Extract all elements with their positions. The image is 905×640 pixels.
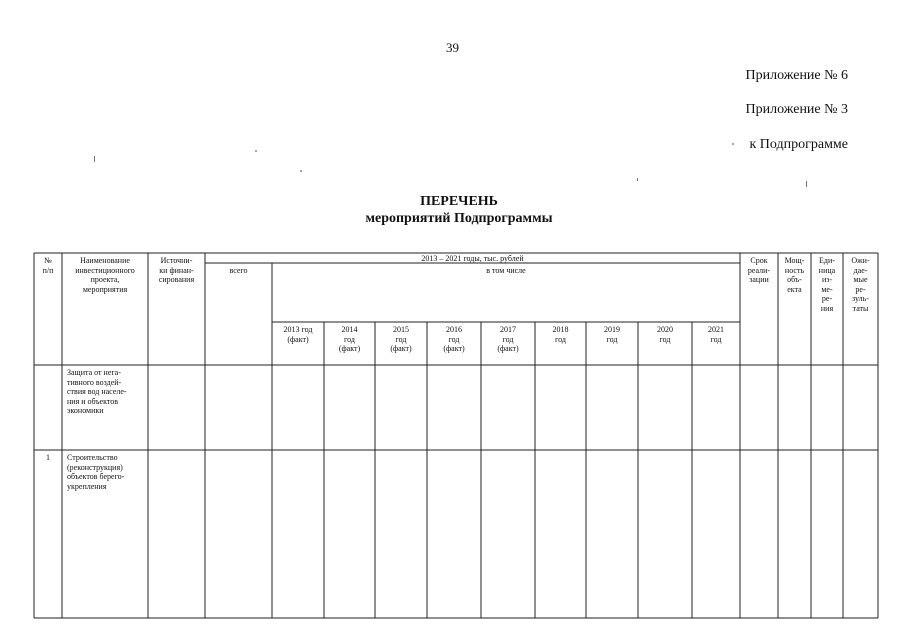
header-year-2014: 2014 год (факт) [338,325,361,353]
title-line-2: мероприятий Подпрограммы [365,211,553,226]
header-term: Срок реали- зации [747,256,771,284]
header-unit: Еди- ница из- ме- ре- ния [818,256,836,313]
header-results: Ожи- дае- мые ре- зуль- таты [851,256,870,313]
scan-speck [806,181,807,187]
row-2-num: 1 [46,453,50,462]
header-capacity: Мощ- ность объ- екта [784,256,805,294]
header-including: в том числе [486,266,526,275]
header-total: всего [229,266,248,275]
annex-line-3: к Подпрограмме [749,137,848,152]
header-source: Источни- ки финан- сирования [158,256,195,284]
scan-speck [637,178,638,181]
header-year-2018: 2018 год [552,325,569,344]
header-year-2017: 2017 год (факт) [497,325,519,353]
header-period: 2013 – 2021 годы, тыс. рублей [421,254,524,263]
page-number: 39 [446,40,459,55]
scan-speck [732,143,734,145]
row-1-name: Защита от нега- тивного воздей- ствия вод населе- ния и объектов экономики [67,368,127,415]
header-num: № п/п [42,256,54,275]
annex-line-1: Приложение № 6 [745,68,848,83]
row-2-name: Строительство (реконструкция) объектов берего- укрепления [67,453,125,491]
header-year-2020: 2020 год [657,325,673,344]
header-year-2016: 2016 год (факт) [443,325,465,353]
header-year-2015: 2015 год (факт) [390,325,412,353]
header-year-2013: 2013 год (факт) [283,325,313,344]
scan-speck [94,156,95,162]
document-title [0,193,905,227]
header-year-2019: 2019 год [604,325,620,344]
scan-speck [300,170,302,172]
scan-speck [255,150,257,152]
annex-line-2: Приложение № 3 [745,102,848,117]
header-name: Наименование инвестиционного проекта, мероприятия [75,256,135,294]
header-year-2021: 2021 год [708,325,724,344]
title-line-1: ПЕРЕЧЕНЬ [420,194,498,209]
